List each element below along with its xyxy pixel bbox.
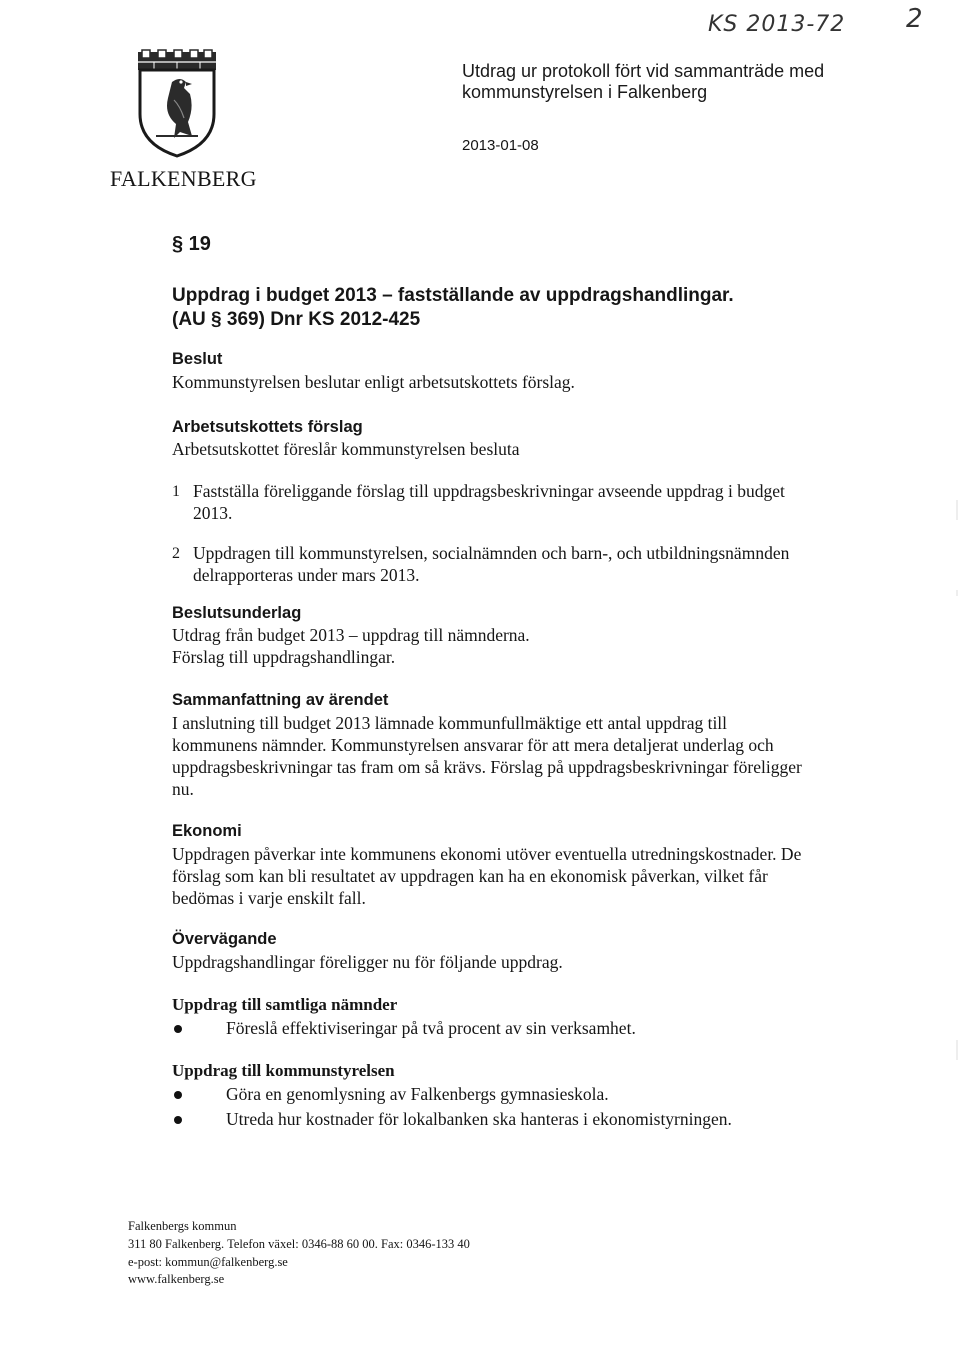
sammanfattning-line: uppdragsbeskrivningar tas fram om så krävs. Förslag på uppdragsbeskrivningar föreligger bbox=[172, 757, 802, 777]
bullet-icon bbox=[174, 1025, 182, 1033]
beslut-text: Kommunstyrelsen beslutar enligt arbetsutskottets förslag. bbox=[172, 372, 575, 392]
overvagande-text: Uppdragshandlingar föreligger nu för följande uppdrag. bbox=[172, 952, 563, 972]
scan-edge-marks bbox=[954, 0, 960, 1358]
footer-email: e-post: kommun@falkenberg.se bbox=[128, 1255, 288, 1269]
falcon-shield-icon bbox=[134, 48, 220, 160]
case-title-line2: (AU § 369) Dnr KS 2012-425 bbox=[172, 309, 421, 330]
list-item-text: Fastställa föreliggande förslag till uppdragsbeskrivningar avseende uppdrag i budget bbox=[193, 481, 785, 501]
samtliga-heading: Uppdrag till samtliga nämnder bbox=[172, 995, 398, 1014]
list-item-number: 2 bbox=[172, 545, 180, 562]
paragraph-number: § 19 bbox=[172, 233, 211, 255]
case-title-line1: Uppdrag i budget 2013 – fastställande av uppdragshandlingar. bbox=[172, 285, 734, 306]
protocol-title-line2: kommunstyrelsen i Falkenberg bbox=[462, 82, 708, 102]
overvagande-heading: Övervägande bbox=[172, 930, 277, 948]
protocol-title-line1: Utdrag ur protokoll fört vid sammanträde med bbox=[462, 61, 825, 81]
handwritten-reference: KS 2013-72 bbox=[708, 12, 846, 37]
beslutsunderlag-line1: Utdrag från budget 2013 – uppdrag till nämnderna. bbox=[172, 625, 530, 645]
beslut-heading: Beslut bbox=[172, 350, 223, 368]
kommunstyrelsen-heading: Uppdrag till kommunstyrelsen bbox=[172, 1061, 395, 1080]
coat-of-arms-logo bbox=[134, 48, 220, 160]
sammanfattning-line: I anslutning till budget 2013 lämnade kommunfullmäktige ett antal uppdrag till bbox=[172, 713, 728, 733]
list-item-text: delrapporteras under mars 2013. bbox=[193, 565, 420, 585]
bullet-icon bbox=[174, 1116, 182, 1124]
ekonomi-line: bedömas i varje enskilt fall. bbox=[172, 888, 366, 908]
beslutsunderlag-line2: Förslag till uppdragshandlingar. bbox=[172, 647, 396, 667]
bullet-icon bbox=[174, 1091, 182, 1099]
sammanfattning-heading: Sammanfattning av ärendet bbox=[172, 691, 389, 709]
ekonomi-line: förslag som kan bli resultatet av uppdragen kan ha en ekonomisk påverkan, vilket får bbox=[172, 866, 768, 886]
footer-line: 311 80 Falkenberg. Telefon växel: 0346-88 60 00. Fax: 0346-133 40 bbox=[128, 1237, 470, 1251]
handwritten-page-number: 2 bbox=[906, 4, 923, 34]
list-item-text: 2013. bbox=[193, 503, 233, 523]
arbetsutskottets-forslag-intro: Arbetsutskottet föreslår kommunstyrelsen besluta bbox=[172, 439, 520, 459]
list-item-number: 1 bbox=[172, 483, 180, 500]
ekonomi-heading: Ekonomi bbox=[172, 822, 242, 840]
sammanfattning-line: nu. bbox=[172, 779, 194, 799]
arbetsutskottets-forslag-heading: Arbetsutskottets förslag bbox=[172, 418, 363, 436]
meeting-date: 2013-01-08 bbox=[462, 137, 539, 154]
bullet-text: Föreslå effektiviseringar på två procent av sin verksamhet. bbox=[226, 1018, 636, 1038]
municipality-name: FALKENBERG bbox=[110, 166, 257, 191]
bullet-text: Utreda hur kostnader för lokalbanken ska hanteras i ekonomistyrningen. bbox=[226, 1109, 732, 1129]
footer-website: www.falkenberg.se bbox=[128, 1272, 225, 1286]
ekonomi-line: Uppdragen påverkar inte kommunens ekonomi utöver eventuella utredningskostnader. De bbox=[172, 844, 802, 864]
footer-line: Falkenbergs kommun bbox=[128, 1219, 237, 1233]
beslutsunderlag-heading: Beslutsunderlag bbox=[172, 604, 302, 622]
list-item-text: Uppdragen till kommunstyrelsen, socialnämnden och barn-, och utbildningsnämnden bbox=[193, 543, 790, 563]
sammanfattning-line: kommunens nämnder. Kommunstyrelsen ansvarar för att mera detaljerat underlag och bbox=[172, 735, 774, 755]
bullet-text: Göra en genomlysning av Falkenbergs gymnasieskola. bbox=[226, 1084, 609, 1104]
